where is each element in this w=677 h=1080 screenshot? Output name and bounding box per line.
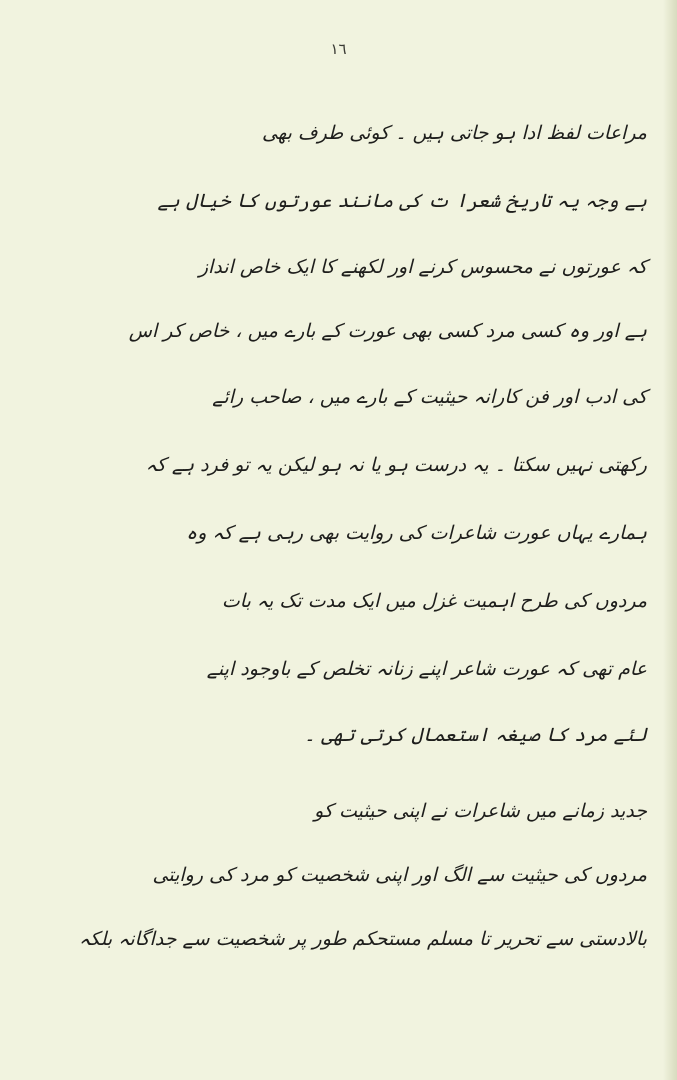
text-line: لئے مرد کا صیغہ استعمال کرتی تھی ۔ <box>304 724 647 746</box>
text-line: جدید زمانے میں شاعرات نے اپنی حیثیت کو <box>314 800 647 822</box>
text-line: کی ادب اور فن کارانہ حیثیت کے بارے میں ، صاحب رائے <box>212 386 647 408</box>
text-line: عام تھی کہ عورت شاعر اپنے زنانہ تخلص کے باوجود اپنے <box>206 658 647 680</box>
text-line: بالادستی سے تحریر تا مسلم مستحکم طور پر شخصیت سے جداگانہ بلکہ <box>78 928 647 950</box>
text-line: مراعات لفظ ادا ہو جاتی ہیں ۔ کوئی طرف بھی <box>261 122 647 144</box>
text-line: ہمارے یہاں عورت شاعرات کی روایت بھی رہی ہے کہ وہ <box>186 522 647 544</box>
text-line: ہے اور وہ کسی مرد کسی بھی عورت کے بارے میں ، خاص کر اس <box>128 320 647 342</box>
text-line: مردوں کی طرح اہمیت غزل میں ایک مدت تک یہ بات <box>221 590 647 612</box>
text-line: کہ عورتوں نے محسوس کرنے اور لکھنے کا ایک خاص انداز <box>198 256 647 278</box>
page-edge-shadow <box>663 0 677 1080</box>
text-line: رکھتی نہیں سکتا ۔ یہ درست ہو یا نہ ہو لیکن یہ تو فرد ہے کہ <box>145 454 647 476</box>
text-line: ہے وجہ یہ تاریخ شعرا ت کی مانند عورتوں کا خیال ہے <box>157 190 647 212</box>
text-line: مردوں کی حیثیت سے الگ اور اپنی شخصیت کو مرد کی روایتی <box>152 864 647 886</box>
page-number: ١٦ <box>330 40 347 58</box>
